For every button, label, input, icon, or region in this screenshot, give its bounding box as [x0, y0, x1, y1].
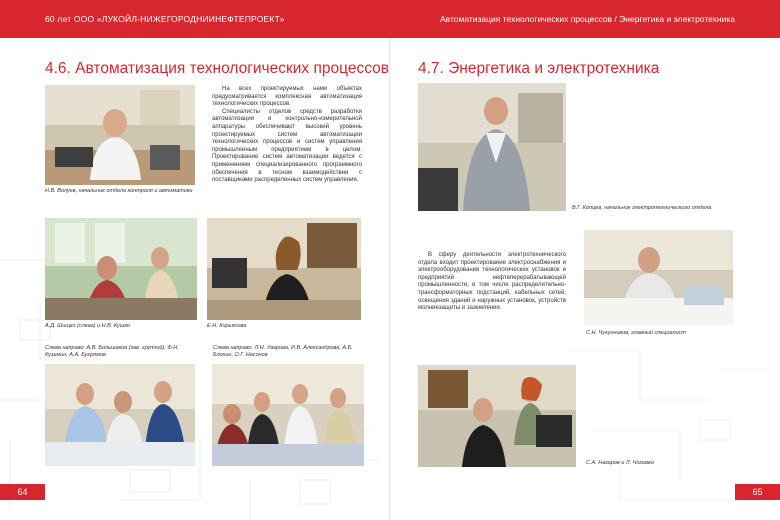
photo-bolshakov-group: [45, 364, 195, 466]
automation-paragraph-2: Специалисты отделов средств разработки автоматизации и контрольно-измерительной аппаратуры обеспечивают высокий уровень проектируемых систем автоматизации технологических процессов и систем управления промышленным предприятием в целом. Проектирование систем автоматизации ведется с применением специализированного программного обеспечения в тесном взаимодействии с поставщиками распределенных систем управления.: [212, 108, 362, 184]
energy-paragraph: В сферу деятельности электротехнического отдела входит проектирование электроснабжения и электрооборудования технологических установок и предприятий нефтеперерабатывающей промышленности, в том числе распределительно-трансформаторных подстанций, кабельных сетей, освещения зданий и наружных установок, устройств молниезащиты и заземления.: [418, 252, 566, 312]
automation-text: [212, 86, 362, 185]
caption-uvarova-group: Слева направо: Л.Н. Уварова, И.В. Александрова, А.Б. Блохин, О.Г. Насонов: [213, 345, 353, 358]
photo-voluev: [45, 85, 195, 185]
photo-shishko-kushko: [45, 218, 197, 320]
caption-nazarov: С.А. Назаров и Л. Чоговео: [586, 460, 654, 466]
automation-paragraph-1: На всех проектируемых нами объектах предусматривается комплексная автоматизация технологических процессов.: [212, 86, 362, 108]
header-bar: [0, 0, 780, 38]
caption-shishko-kushko: А.Д. Шищко (слева) и Н.В. Кушко: [45, 323, 130, 329]
caption-bolshakov-group: Слева направо: А.В. Большаков (зав. группой), Ф.Н. Кузьмин, А.А. Бугрямов: [45, 345, 179, 358]
caption-chugunnikov: С.Н. Чугунников, главный специалист: [586, 330, 687, 336]
photo-nazarov: [418, 365, 576, 467]
caption-voluev: Н.В. Волуев, начальник отдела контроля и автоматики: [45, 188, 193, 194]
section-title-automation: 4.6. Автоматизация технологических процессов: [45, 60, 389, 77]
photo-uvarova-group: [212, 364, 364, 466]
schematic-background-right: [560, 330, 780, 510]
page-number-left: 64: [0, 484, 45, 500]
photo-kiryanova: [207, 218, 361, 320]
header-section-title: Автоматизация технологических процессов / Энергетика и электротехника: [439, 14, 735, 24]
header-publication-title: 60 лет ООО «ЛУКОЙЛ-НИЖЕГОРОДНИИНЕФТЕПРОЕКТ»: [45, 14, 285, 24]
caption-koptsev: В.Г. Копцев, начальник электротехнического отдела: [572, 205, 712, 211]
photo-chugunnikov: [584, 230, 733, 325]
energy-text: [418, 252, 566, 313]
page-gutter: [389, 38, 391, 520]
caption-kiryanova: Е.Н. Кирьянова: [207, 323, 247, 329]
photo-koptsev: [418, 83, 566, 211]
page-number-right: 65: [735, 484, 780, 500]
section-title-energy: 4.7. Энергетика и электротехника: [418, 60, 660, 77]
